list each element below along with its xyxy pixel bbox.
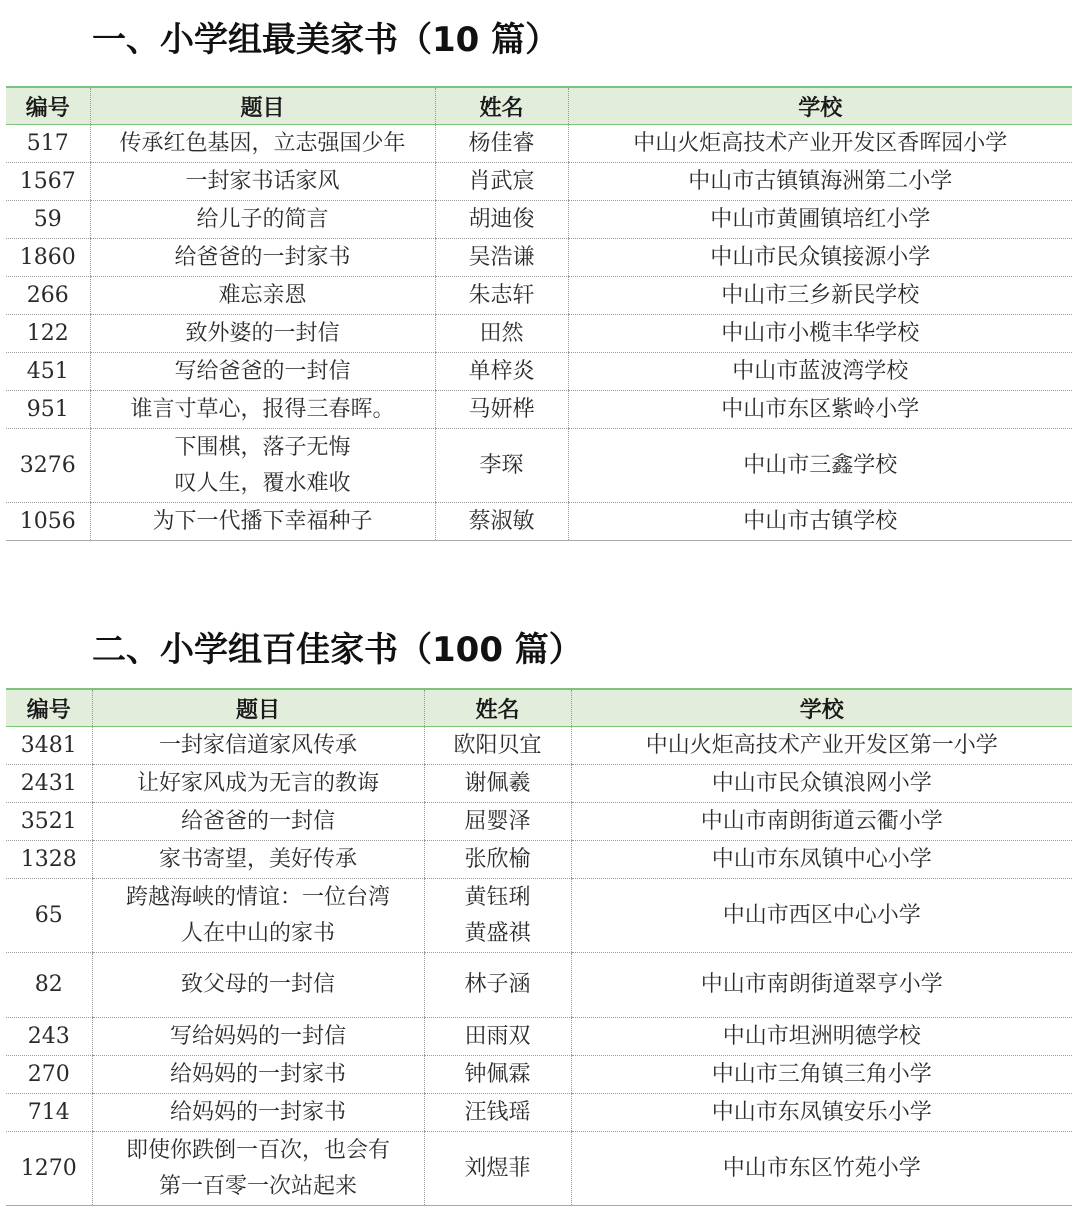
cell-school: 中山市民众镇接源小学 [568,239,1072,277]
cell-title: 写给爸爸的一封信 [90,353,435,391]
cell-name: 张欣榆 [424,841,571,879]
cell-title: 给爸爸的一封信 [92,803,424,841]
cell-name: 汪钱瑶 [424,1094,571,1132]
table-row [6,803,1072,841]
table-row [6,429,1072,503]
cell-id: 122 [6,315,90,353]
table-row [6,1094,1072,1132]
cell-id: 451 [6,353,90,391]
cell-id: 951 [6,391,90,429]
table-row [6,353,1072,391]
cell-id: 1056 [6,503,90,541]
table-row [6,1056,1072,1094]
cell-name: 屈婴泽 [424,803,571,841]
table-row [6,277,1072,315]
cell-name: 刘煜菲 [424,1132,571,1206]
section2-heading: 二、小学组百佳家书（100 篇） [92,630,583,670]
table-row [6,765,1072,803]
cell-name: 田然 [435,315,568,353]
cell-school: 中山市西区中心小学 [571,879,1072,953]
cell-title: 为下一代播下幸福种子 [90,503,435,541]
cell-school: 中山市南朗街道云衢小学 [571,803,1072,841]
table-row [6,503,1072,541]
cell-title: 给儿子的简言 [90,201,435,239]
cell-id: 714 [6,1094,92,1132]
cell-id: 2431 [6,765,92,803]
cell-title: 一封家信道家风传承 [92,727,424,765]
cell-name: 林子涵 [424,953,571,1018]
cell-id: 3521 [6,803,92,841]
header-school: 学校 [571,689,1072,727]
cell-title: 给爸爸的一封家书 [90,239,435,277]
cell-title: 给妈妈的一封家书 [92,1056,424,1094]
cell-id: 3481 [6,727,92,765]
header-school: 学校 [568,87,1072,125]
cell-id: 266 [6,277,90,315]
cell-title: 传承红色基因，立志强国少年 [90,125,435,163]
section1-heading: 一、小学组最美家书（10 篇） [92,20,560,60]
table-row [6,201,1072,239]
cell-school: 中山市蓝波湾学校 [568,353,1072,391]
table-row [6,841,1072,879]
cell-name: 田雨双 [424,1018,571,1056]
cell-title-line: 跨越海峡的情谊：一位台湾 [125,884,390,910]
cell-name: 单梓炎 [435,353,568,391]
table-row [6,1132,1072,1206]
cell-title: 谁言寸草心，报得三春晖。 [90,391,435,429]
cell-id: 3276 [6,429,90,503]
cell-title [92,879,424,953]
cell-school: 中山火炬高技术产业开发区第一小学 [571,727,1072,765]
table-row [6,391,1072,429]
cell-name: 马妍桦 [435,391,568,429]
cell-school: 中山市三乡新民学校 [568,277,1072,315]
cell-id: 517 [6,125,90,163]
cell-name: 朱志轩 [435,277,568,315]
cell-title [92,1132,424,1206]
cell-school: 中山市古镇镇海洲第二小学 [568,163,1072,201]
cell-school: 中山市小榄丰华学校 [568,315,1072,353]
header-name: 姓名 [424,689,571,727]
table-row [6,727,1072,765]
cell-school: 中山市古镇学校 [568,503,1072,541]
header-title: 题目 [92,689,424,727]
cell-name [424,879,571,953]
cell-title-line: 下围棋，落子无悔 [174,434,351,460]
cell-id: 1860 [6,239,90,277]
cell-id: 243 [6,1018,92,1056]
cell-id: 82 [6,953,92,1018]
cell-school: 中山市东区竹苑小学 [571,1132,1072,1206]
cell-title: 致父母的一封信 [92,953,424,1018]
table-row [6,1018,1072,1056]
cell-school: 中山市东区紫岭小学 [568,391,1072,429]
table-row [6,879,1072,953]
cell-title: 一封家书话家风 [90,163,435,201]
table-row [6,239,1072,277]
cell-title-line: 叹人生，覆水难收 [174,470,351,496]
cell-school: 中山市三鑫学校 [568,429,1072,503]
cell-title: 难忘亲恩 [90,277,435,315]
cell-name: 肖武宸 [435,163,568,201]
cell-id: 1567 [6,163,90,201]
cell-school: 中山市南朗街道翠亨小学 [571,953,1072,1018]
cell-school: 中山市东凤镇安乐小学 [571,1094,1072,1132]
section1-table [6,86,1072,541]
cell-id: 1270 [6,1132,92,1206]
cell-id: 59 [6,201,90,239]
table-row [6,163,1072,201]
header-title: 题目 [90,87,435,125]
cell-school: 中山市三角镇三角小学 [571,1056,1072,1094]
cell-id: 1328 [6,841,92,879]
cell-title-line: 第一百零一次站起来 [158,1173,357,1199]
table-header-row [6,87,1072,125]
cell-name: 杨佳睿 [435,125,568,163]
cell-name: 欧阳贝宜 [424,727,571,765]
cell-title: 家书寄望，美好传承 [92,841,424,879]
cell-id: 65 [6,879,92,953]
cell-name-line: 黄钰琍 [464,884,531,910]
cell-name: 李琛 [435,429,568,503]
cell-school: 中山火炬高技术产业开发区香晖园小学 [568,125,1072,163]
header-id: 编号 [6,689,92,727]
cell-title-line: 人在中山的家书 [180,920,335,946]
cell-id: 270 [6,1056,92,1094]
table-row [6,953,1072,1018]
table-header-row [6,689,1072,727]
cell-name: 蔡淑敏 [435,503,568,541]
cell-school: 中山市民众镇浪网小学 [571,765,1072,803]
section2-table [6,688,1072,1206]
cell-title [90,429,435,503]
cell-title: 写给妈妈的一封信 [92,1018,424,1056]
table-row [6,125,1072,163]
cell-name-line: 黄盛祺 [464,920,531,946]
cell-school: 中山市黄圃镇培红小学 [568,201,1072,239]
cell-name: 钟佩霖 [424,1056,571,1094]
cell-name: 谢佩羲 [424,765,571,803]
header-name: 姓名 [435,87,568,125]
cell-title: 致外婆的一封信 [90,315,435,353]
cell-title: 让好家风成为无言的教诲 [92,765,424,803]
cell-school: 中山市东凤镇中心小学 [571,841,1072,879]
cell-school: 中山市坦洲明德学校 [571,1018,1072,1056]
header-id: 编号 [6,87,90,125]
table-row [6,315,1072,353]
cell-title: 给妈妈的一封家书 [92,1094,424,1132]
cell-title-line: 即使你跌倒一百次，也会有 [125,1137,390,1163]
cell-name: 胡迪俊 [435,201,568,239]
cell-name: 吴浩谦 [435,239,568,277]
